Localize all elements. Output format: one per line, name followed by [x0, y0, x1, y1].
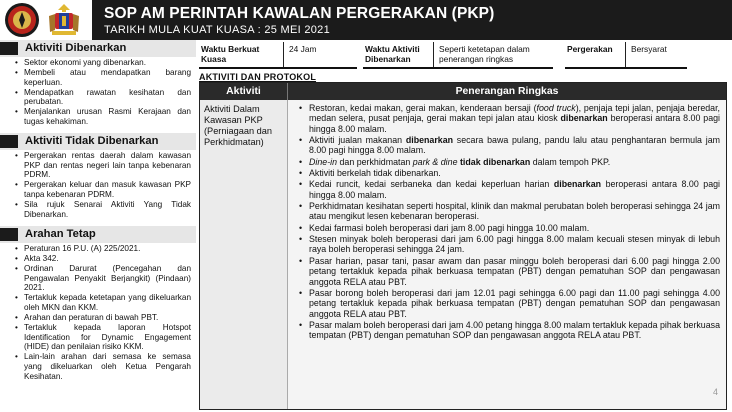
label-line: Waktu Aktiviti: [365, 44, 420, 54]
rule-text-run: secara bawa pulang, pandu lalu atau penghantaran bermula jam 8.00 pagi hingga 8.00 malam.: [309, 135, 720, 156]
rule-item: [309, 135, 720, 156]
rule-item: [309, 320, 720, 341]
list-item: • Pergerakan keluar dan masuk kawasan PKP tanpa kebenaran PDRM.: [24, 180, 191, 199]
police-crest-icon: [4, 2, 40, 38]
info-bar: [199, 42, 732, 69]
rule-item: [309, 103, 720, 134]
rule-text-run: Kedai runcit, kedai serbaneka dan kedai keperluan harian: [309, 179, 554, 190]
divider: [283, 42, 284, 69]
rule-text-run: Aktiviti jualan makanan: [309, 135, 406, 146]
section-marker: [0, 135, 18, 148]
rule-text-run: park & dine: [412, 156, 458, 167]
list-item: • Akta 342.: [24, 254, 191, 264]
list-item: • Lain-lain arahan dari semasa ke semasa yang dikeluarkan oleh Ketua Pengarah Kesihatan.: [24, 352, 191, 381]
rule-item: [309, 256, 720, 287]
list-item: • Arahan dan peraturan di bawah PBT.: [24, 313, 191, 323]
section-title: Arahan Tetap: [25, 227, 96, 240]
section-title: Aktiviti Tidak Dibenarkan: [25, 135, 159, 148]
section-header-dibenarkan: [0, 40, 196, 57]
rule-item: [309, 223, 720, 233]
label-line: Waktu Berkuat: [201, 44, 260, 54]
effective-date: TARIKH MULA KUAT KUASA : 25 MEI 2021: [104, 24, 330, 36]
malaysia-coat-of-arms-icon: [46, 2, 82, 38]
rule-text-run: Aktiviti berkelah tidak dibenarkan.: [309, 168, 441, 179]
list-item: • Membeli atau mendapatkan barang keperluan.: [24, 68, 191, 87]
rule-item: [309, 288, 720, 319]
rule-item: [309, 201, 720, 222]
rule-item: [309, 234, 720, 255]
activity-cell: Aktiviti Dalam Kawasan PKP (Perniagaan dan Perkhidmatan): [200, 100, 288, 409]
rules-list: [288, 100, 726, 341]
list-item: • Tertakluk kepada laporan Hotspot Identification for Dynamic Engagement (HIDE) dan penilaian risiko KKM.: [24, 323, 191, 352]
rule-item: [309, 157, 720, 167]
underline: [565, 67, 687, 69]
list-item: • Mendapatkan rawatan kesihatan dan perubatan.: [24, 88, 191, 107]
list-item: • Menjalankan urusan Rasmi Kerajaan dan tugas kehakiman.: [24, 107, 191, 126]
pergerakan-value: Bersyarat: [631, 44, 667, 54]
column-header-penerangan: Penerangan Ringkas: [455, 86, 559, 97]
waktu-berkuat-value: 24 Jam: [289, 44, 317, 54]
rule-text-run: Pasar borong boleh beroperasi dari jam 12.01 pagi sehingga 6.00 pagi dan 11.00 pagi sehingga 4.00 petang tertakluk kepada pihak berkuasa tempatan (PBT) dengan pematuhan SOP dan pengawasan anggota RELA atau PBT.: [309, 287, 720, 319]
activity-table: [199, 82, 727, 410]
section-header-arahan-tetap: [0, 226, 196, 243]
label-line: Dibenarkan: [365, 54, 411, 64]
section-heading-aktiviti-protokol: AKTIVITI DAN PROTOKOL: [199, 72, 317, 82]
list-dibenarkan: [0, 57, 196, 129]
table-row: [200, 100, 726, 409]
rule-text-run: Kedai farmasi boleh beroperasi dari jam 8.00 pagi hingga 10.00 malam.: [309, 222, 590, 233]
list-arahan-tetap: [0, 243, 196, 384]
rule-text-run: beroperasi antara 8.00 pagi hingga 8.00 malam.: [309, 179, 721, 200]
column-header-aktiviti: Aktiviti: [200, 83, 288, 100]
rule-text-run: Perkhidmatan kesihatan seperti hospital, klinik dan makmal perubatan boleh beroperasi sehingga 24 jam atau mengikut lesen kebenaran beroperasi.: [309, 201, 720, 222]
section-marker: [0, 42, 18, 55]
underline: [363, 67, 553, 69]
underline: [199, 67, 357, 69]
rule-text-run: Pasar malam boleh beroperasi dari jam 4.00 petang hingga 8.00 malam tertakluk kepada pihak berkuasa tempatan (PBT) dengan pematuhan SOP dan pengawasan anggota RELA atau PBT.: [309, 319, 720, 341]
list-item: • Tertakluk kepada ketetapan yang dikeluarkan oleh MKN dan KKM.: [24, 293, 191, 312]
list-tidak-dibenarkan: [0, 150, 196, 222]
rule-item: [309, 179, 720, 200]
rule-text-run: Restoran, kedai makan, gerai makan, kenderaan bersaji (: [309, 103, 537, 113]
list-item: • Peraturan 16 P.U. (A) 225/2021.: [24, 244, 191, 254]
waktu-berkuat-label: [201, 44, 259, 64]
value-line: penerangan ringkas: [439, 54, 514, 64]
page-title: SOP AM PERINTAH KAWALAN PERGERAKAN (PKP): [104, 5, 495, 22]
rule-text-run: food truck: [536, 103, 576, 113]
rule-item: [309, 168, 720, 178]
rule-text-run: dibenarkan: [405, 135, 454, 146]
rule-text-run: Stesen minyak boleh beroperasi dari jam 6.00 pagi hingga 8.00 malam kecuali stesen minyak di lebuh raya boleh beroperasi sehingga 24 jam.: [309, 234, 720, 255]
rule-text-run: Dine-in: [309, 156, 338, 167]
divider: [625, 42, 626, 69]
page-header: [0, 0, 732, 40]
table-header: [200, 83, 726, 100]
section-header-tidak-dibenarkan: [0, 133, 196, 150]
page-number: 4: [712, 387, 718, 397]
rule-text-run: beroperasi antara 8.00 pagi hingga 8.00 malam.: [309, 113, 720, 134]
waktu-aktiviti-label: [365, 44, 420, 64]
section-title: Aktiviti Dibenarkan: [25, 42, 127, 54]
rule-text-run: Pasar harian, pasar tani, pasar awam dan pasar minggu boleh beroperasi dari 6.00 pagi hingga 2.00 petang tertakluk kepada pihak berkuasa tempatan (PBT) dengan pematuhan SOP dan pengawasan anggota RELA atau PBT.: [309, 255, 720, 287]
list-item: • Ordinan Darurat (Pencegahan dan Pengawalan Penyakit Berjangkit) (Pindaan) 2021.: [24, 264, 191, 293]
pergerakan-label: Pergerakan: [567, 44, 613, 54]
rule-text-run: tidak dibenarkan: [459, 156, 531, 167]
description-cell: [288, 100, 726, 409]
rule-text-run: dan perkhidmatan: [337, 156, 413, 167]
list-item: • Sila rujuk Senarai Aktiviti Yang Tidak Dibenarkan.: [24, 200, 191, 219]
rule-text-run: dibenarkan: [560, 113, 608, 124]
value-line: Seperti ketetapan dalam: [439, 44, 530, 54]
waktu-aktiviti-value: [439, 44, 530, 64]
label-line: Kuasa: [201, 54, 227, 64]
left-column: [0, 40, 196, 412]
rule-text-run: ), penjaja tepi jalan, penjaja beredar, medan selera, pusat penjaja, gerai makan tepi jalan atau kiosk: [309, 103, 720, 124]
list-item: • Sektor ekonomi yang dibenarkan.: [24, 58, 191, 68]
divider: [433, 42, 434, 69]
section-marker: [0, 228, 18, 241]
rule-text-run: dalam tempoh PKP.: [530, 156, 611, 167]
rule-text-run: dibenarkan: [553, 179, 602, 190]
list-item: • Pergerakan rentas daerah dalam kawasan PKP dan rentas negeri lain tanpa kebenaran PDRM.: [24, 151, 191, 180]
